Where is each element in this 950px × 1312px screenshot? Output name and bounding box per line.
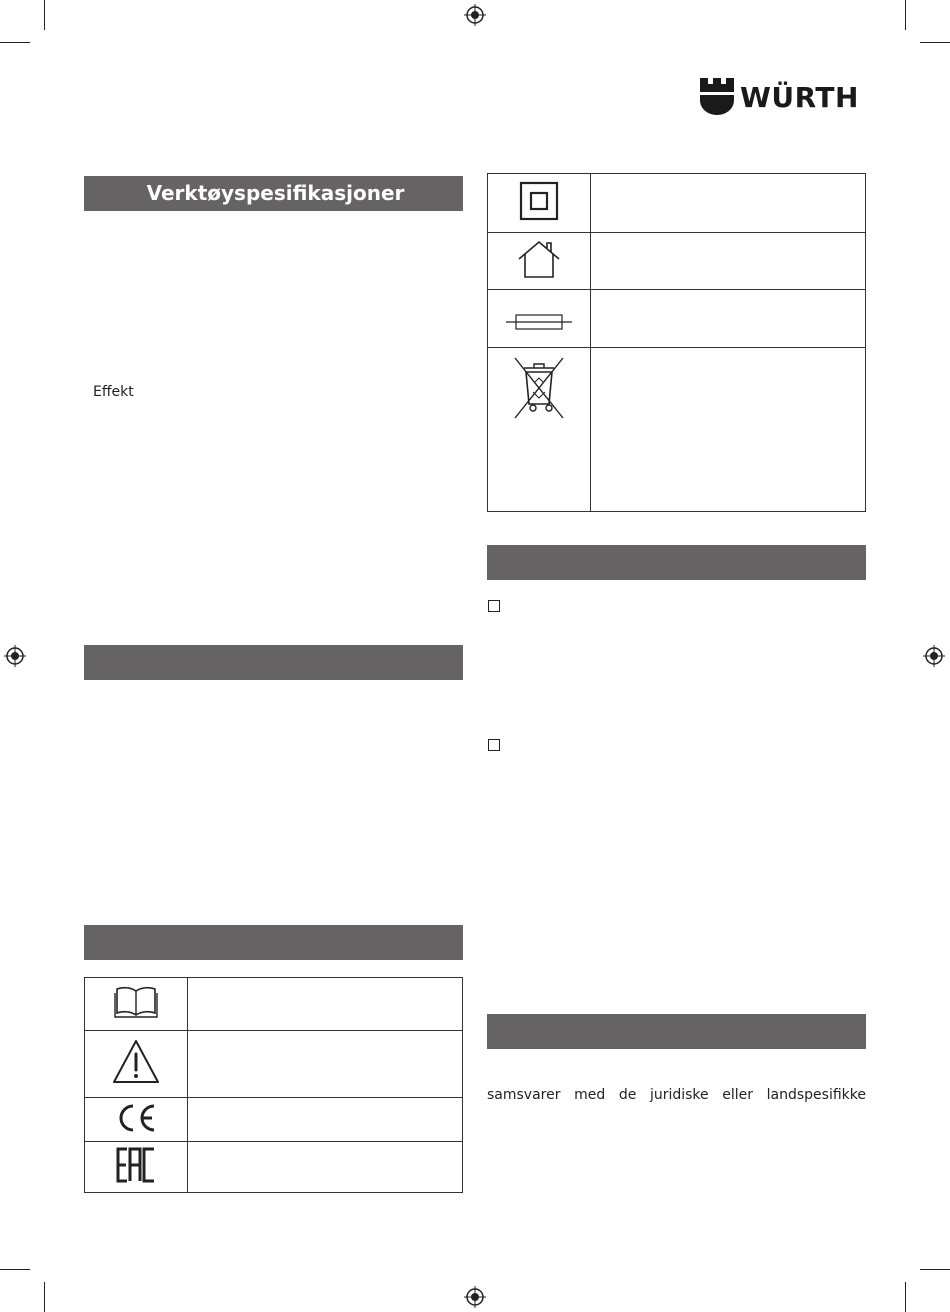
symbol-cell bbox=[488, 290, 591, 348]
table-row bbox=[488, 174, 866, 233]
symbol-cell bbox=[85, 978, 188, 1031]
warning-triangle-icon bbox=[111, 1038, 161, 1086]
symbol-text bbox=[188, 978, 463, 1031]
crop-mark bbox=[44, 1282, 45, 1312]
symbol-text bbox=[188, 1031, 463, 1098]
table-row bbox=[85, 1098, 463, 1142]
section-header bbox=[487, 545, 866, 580]
symbol-table-right bbox=[487, 173, 866, 512]
table-row bbox=[85, 1031, 463, 1098]
weee-crossed-bin-icon bbox=[509, 354, 569, 424]
declaration-text: samsvarer med de juridiske eller landspesifikke bbox=[487, 1087, 866, 1103]
checkbox[interactable] bbox=[488, 739, 500, 751]
spec-label: Effekt bbox=[93, 384, 134, 400]
symbol-text bbox=[591, 290, 866, 348]
symbol-text bbox=[591, 174, 866, 233]
registration-mark-icon bbox=[464, 4, 486, 26]
section-header bbox=[84, 645, 463, 680]
section-header-specs bbox=[84, 176, 463, 211]
crop-mark bbox=[0, 42, 30, 43]
table-row bbox=[85, 978, 463, 1031]
section-title: Verktøyspesifikasjoner bbox=[146, 181, 405, 205]
registration-mark-icon bbox=[464, 1286, 486, 1308]
crop-mark bbox=[920, 1269, 950, 1270]
checkbox[interactable] bbox=[488, 600, 500, 612]
eac-mark-icon bbox=[116, 1147, 156, 1183]
brand-name: WÜRTH bbox=[740, 81, 859, 114]
symbol-text bbox=[591, 233, 866, 290]
symbol-text bbox=[188, 1098, 463, 1142]
ce-mark-icon bbox=[114, 1102, 158, 1134]
indoor-use-house-icon bbox=[516, 239, 562, 279]
symbol-text bbox=[591, 348, 866, 512]
registration-mark-icon bbox=[923, 645, 945, 667]
table-row bbox=[488, 290, 866, 348]
crop-mark bbox=[44, 0, 45, 30]
symbol-cell bbox=[85, 1031, 188, 1098]
double-insulation-icon bbox=[519, 181, 559, 221]
wurth-logo-icon bbox=[700, 78, 734, 116]
symbol-table-left bbox=[84, 977, 463, 1193]
manual-book-icon bbox=[113, 985, 159, 1019]
section-header bbox=[487, 1014, 866, 1049]
symbol-text bbox=[188, 1142, 463, 1193]
symbol-cell bbox=[488, 174, 591, 233]
fuse-icon bbox=[506, 310, 572, 334]
crop-mark bbox=[0, 1269, 30, 1270]
table-row bbox=[488, 233, 866, 290]
crop-mark bbox=[905, 0, 906, 30]
section-header bbox=[84, 925, 463, 960]
symbol-cell bbox=[488, 348, 591, 512]
brand-logo bbox=[700, 78, 870, 118]
symbol-cell bbox=[488, 233, 591, 290]
crop-mark bbox=[905, 1282, 906, 1312]
registration-mark-icon bbox=[4, 645, 26, 667]
symbol-cell bbox=[85, 1098, 188, 1142]
table-row bbox=[85, 1142, 463, 1193]
crop-mark bbox=[920, 42, 950, 43]
symbol-cell bbox=[85, 1142, 188, 1193]
table-row bbox=[488, 348, 866, 512]
